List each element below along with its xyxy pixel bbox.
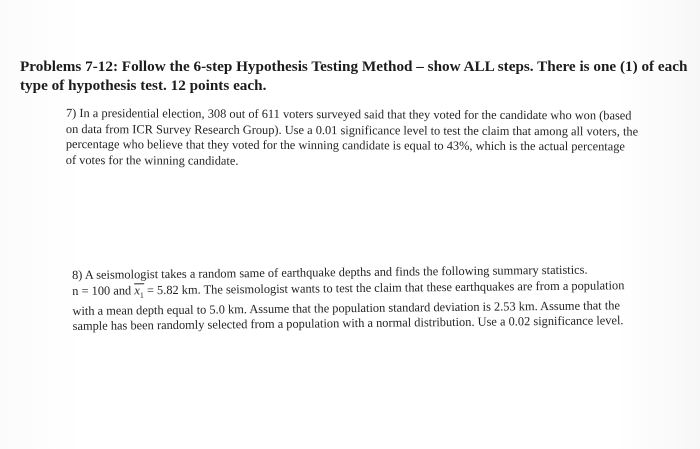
- problem-8-line-4: sample has been randomly selected from a population with a normal distribution. Use a 0.02 significance level.: [72, 313, 624, 334]
- sample-mean-symbol: $x_1$: [134, 283, 144, 303]
- heading-line-2: type of hypothesis test. 12 points each.: [20, 77, 267, 94]
- problem-7-line-2: on data from ICR Survey Research Group). Use a 0.01 significance level to test the claim that among all voters, the: [65, 121, 639, 139]
- problems-heading: [20, 57, 688, 95]
- problem-7: [66, 106, 682, 171]
- problem-8-line-1: 8) A seismologist takes a random same of earthquake depths and finds the following summary statistics.: [72, 262, 588, 282]
- problem-7-line-1: 7) In a presidential election, 308 out of 611 voters surveyed said that they voted for the candidate who won (based: [65, 106, 632, 123]
- problem-8-sample-size: n = 100 and: [72, 282, 135, 298]
- problem-8-sample-mean-text: = 5.82 km. The seismologist wants to test the claim that these earthquakes are from a population: [143, 277, 625, 297]
- problem-7-line-3: percentage who believe that they voted for the winning candidate is equal to 43%, which is the actual percentage: [65, 137, 625, 154]
- problem-8-line-3: with a mean depth equal to 5.0 km. Assume that the population standard deviation is 2.53 km. Assume that the: [72, 297, 621, 318]
- problem-8: [72, 262, 683, 335]
- problem-7-line-4: of votes for the winning candidate.: [65, 152, 239, 168]
- heading-line-1: Problems 7-12: Follow the 6-step Hypothesis Testing Method – show ALL steps. There is one (1) of each: [20, 58, 688, 75]
